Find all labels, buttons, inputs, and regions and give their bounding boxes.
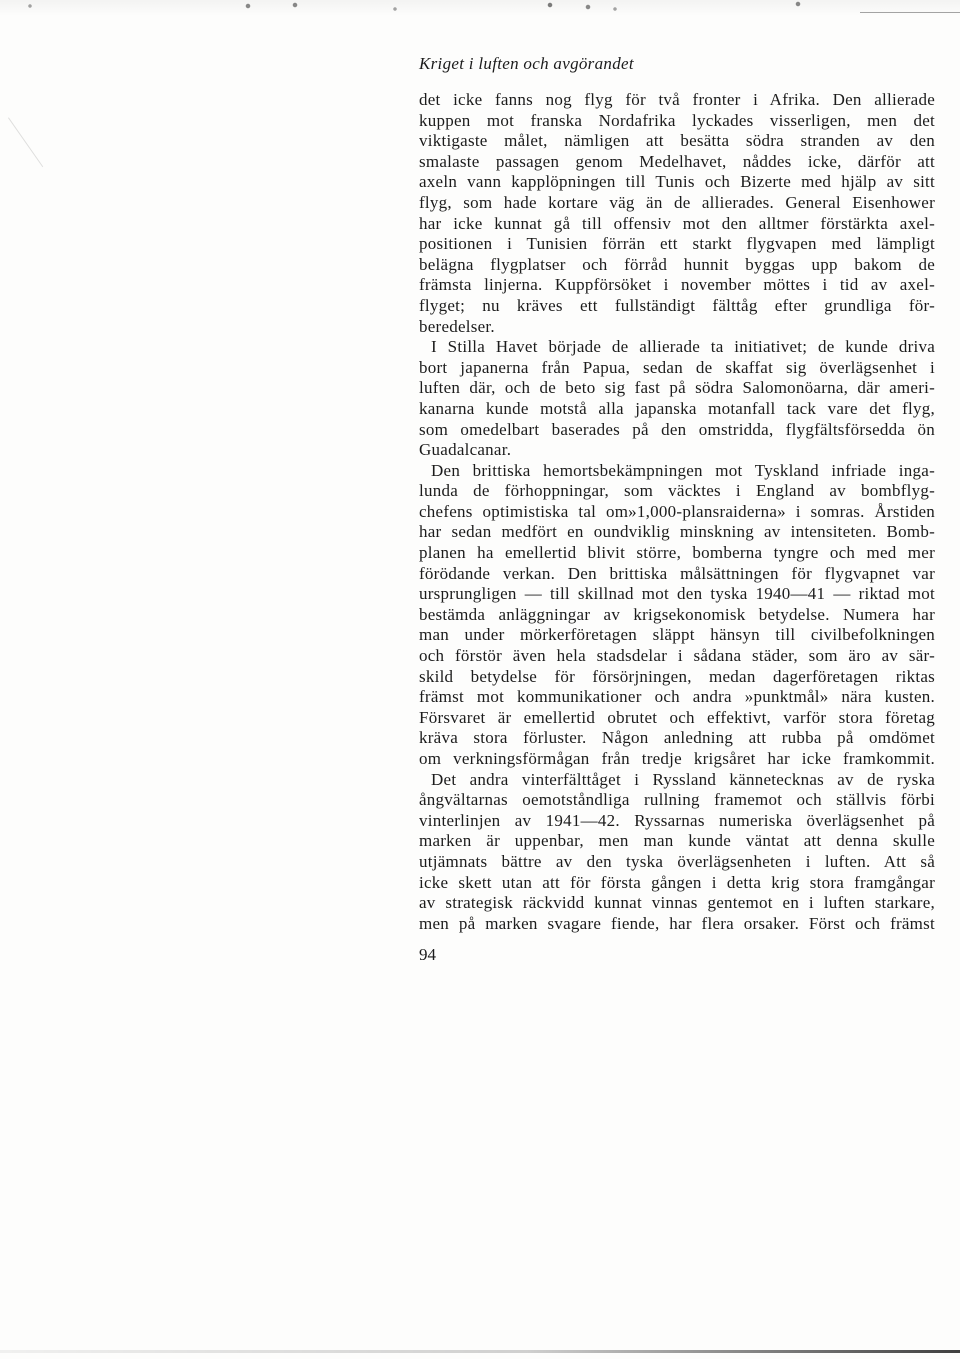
- body-text: [419, 90, 935, 934]
- text-line: chefens optimistiska tal om»1,000-plansraiderna» i somras. Årstiden: [419, 501, 935, 521]
- text-line: smalaste passagen genom Medelhavet, nåddes icke, därför att: [419, 151, 935, 171]
- text-line: flyget; nu kräves ett fullständigt fälttåg efter grundliga för-: [419, 295, 935, 315]
- text-line: Försvaret är emellertid obrutet och effektivt, varför stora företag: [419, 707, 935, 727]
- text-line: luften där, och de beto sig fast på södra Salomonöarna, där ameri-: [419, 378, 935, 398]
- text-line: positionen i Tunisien förrän ett starkt flygvapen med lämpligt: [419, 234, 935, 254]
- paragraph: [419, 337, 935, 461]
- text-line: som omedelbart baserades på den omstridda, flygfältsförsedda ön: [419, 419, 935, 439]
- text-line: om verkningsförmågan från tredje krigsåret har icke framkommit.: [419, 749, 935, 768]
- text-line: lunda de förhoppningar, som väcktes i England av bombflyg-: [419, 481, 935, 501]
- text-line: viktigaste målet, nämligen att besätta södra stranden av den: [419, 131, 935, 151]
- text-line: förödande verkan. Den brittiska målsättningen för flygvapnet var: [419, 563, 935, 583]
- text-line: Den brittiska hemortsbekämpningen mot Tyskland infriade inga-: [431, 460, 935, 480]
- text-line: ångvältarnas oemotståndliga rullning framemot och ställvis förbi: [419, 790, 935, 810]
- text-line: vinterlinjen av 1941—42. Ryssarnas numeriska överlägsenhet på: [419, 810, 935, 830]
- text-line: kuppen mot franska Nordafrika lyckades visserligen, men det: [419, 110, 935, 130]
- text-line: ursprungligen — till skillnad mot den tyska 1940—41 — riktad mot: [419, 584, 935, 604]
- text-line: Guadalcanar.: [419, 440, 512, 460]
- text-line: men på marken svagare fiende, har flera orsaker. Först och främst: [419, 913, 935, 933]
- scan-edge-bottom: [0, 1350, 960, 1353]
- text-line: man under mörkerföretagen släppt hänsyn till civilbefolkningen: [419, 625, 935, 645]
- running-head: Kriget i luften och avgörandet: [419, 54, 634, 73]
- paragraph: [419, 90, 935, 337]
- text-line: beredelser.: [419, 316, 495, 336]
- scan-edge-rule: [860, 12, 960, 13]
- text-line: det icke fanns nog flyg för två fronter i Afrika. Den allierade: [419, 90, 935, 109]
- text-line: Det andra vinterfälttåget i Ryssland kännetecknas av de ryska: [431, 769, 935, 789]
- text-line: har icke kunnat gå till offensiv mot den alltmer förstärkta axel-: [419, 213, 935, 233]
- text-line: kräva stora förluster. Någon anledning att rubba på omdömet: [419, 728, 935, 748]
- text-line: har sedan medfört en oundviklig minskning av intensiteten. Bomb-: [419, 522, 935, 542]
- scan-edge-top: [0, 0, 960, 16]
- text-line: bort japanerna från Papua, sedan de skaffat sig överlägsenhet i: [419, 357, 935, 377]
- text-line: belägna flygplatser och förråd hunnit byggas upp bakom de: [419, 254, 935, 274]
- text-line: axeln vann kapplöpningen till Tunis och Bizerte med hjälp av sitt: [419, 172, 935, 192]
- text-line: marken är uppenbar, men man kunde väntat att denna skulle: [419, 831, 935, 851]
- text-line: icke skett utan att för första gången i detta krig stora framgångar: [419, 872, 935, 892]
- text-line: bestämda anläggningar av krigsekonomisk betydelse. Numera har: [419, 604, 935, 624]
- text-line: främsta linjerna. Kuppförsöket i november möttes i tid av axel-: [419, 275, 935, 295]
- text-line: flyg, som hade kortare väg än de allierades. General Eisenhower: [419, 192, 935, 212]
- page-number: 94: [419, 945, 436, 964]
- text-line: I Stilla Havet började de allierade ta initiativet; de kunde driva: [431, 337, 935, 357]
- paragraph: [419, 461, 935, 770]
- text-line: skild betydelse för försörjningen, medan dagerföretagen riktas: [419, 666, 935, 686]
- text-line: och förstör även hela stadsdelar i sådana städer, som äro av sär-: [419, 646, 935, 666]
- text-line: planen ha emellertid blivit större, bomberna tyngre och med mer: [419, 543, 935, 563]
- text-line: kanarna kunde motstå alla japanska motanfall tack vare det flyg,: [419, 398, 935, 418]
- text-line: främst mot kommunikationer och andra »punktmål» nära kusten.: [419, 687, 935, 707]
- paragraph: [419, 770, 935, 935]
- text-line: utjämnats bättre av den tyska överlägsenheten i luften. Att så: [419, 851, 935, 871]
- scan-mark-left: [8, 104, 63, 167]
- text-line: av strategisk räckvidd kunnat vinnas gentemot en i luften starkare,: [419, 893, 935, 913]
